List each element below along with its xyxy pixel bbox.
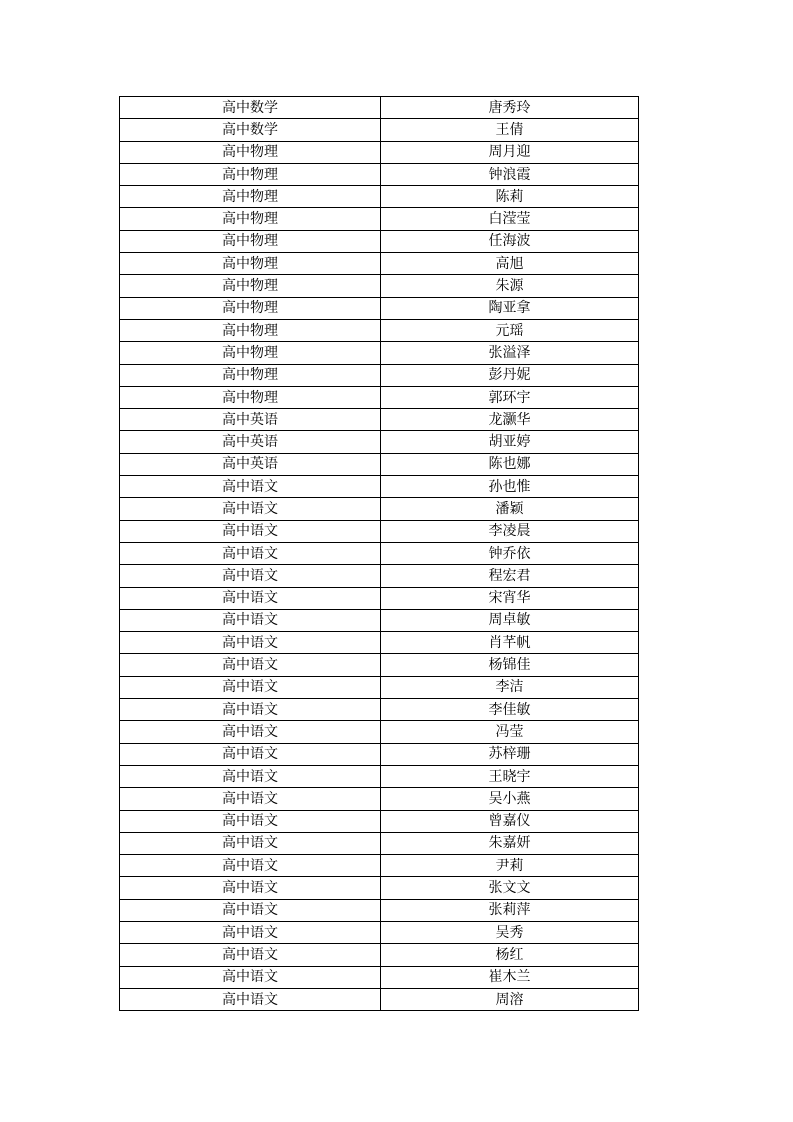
table-row <box>120 966 639 988</box>
subject-cell: 高中语文 <box>120 855 381 877</box>
teacher-name-cell: 元瑶 <box>381 319 639 341</box>
roster-table-body <box>120 97 639 1011</box>
subject-cell: 高中物理 <box>120 253 381 275</box>
teacher-name-cell: 宋宵华 <box>381 587 639 609</box>
table-row <box>120 587 639 609</box>
table-row <box>120 253 639 275</box>
teacher-name-cell: 周溶 <box>381 988 639 1010</box>
teacher-name-cell: 胡亚婷 <box>381 431 639 453</box>
teacher-name-cell: 龙灏华 <box>381 409 639 431</box>
table-row <box>120 386 639 408</box>
table-row <box>120 119 639 141</box>
subject-cell: 高中物理 <box>120 297 381 319</box>
subject-cell: 高中语文 <box>120 944 381 966</box>
subject-cell: 高中语文 <box>120 520 381 542</box>
table-row <box>120 163 639 185</box>
table-row <box>120 520 639 542</box>
subject-cell: 高中语文 <box>120 966 381 988</box>
subject-cell: 高中语文 <box>120 654 381 676</box>
subject-cell: 高中语文 <box>120 877 381 899</box>
teacher-name-cell: 崔木兰 <box>381 966 639 988</box>
teacher-name-cell: 程宏君 <box>381 565 639 587</box>
table-row <box>120 230 639 252</box>
subject-cell: 高中物理 <box>120 230 381 252</box>
subject-cell: 高中物理 <box>120 364 381 386</box>
teacher-name-cell: 王倩 <box>381 119 639 141</box>
subject-cell: 高中语文 <box>120 498 381 520</box>
table-row <box>120 297 639 319</box>
table-row <box>120 721 639 743</box>
subject-cell: 高中物理 <box>120 186 381 208</box>
teacher-name-cell: 杨红 <box>381 944 639 966</box>
teacher-name-cell: 尹莉 <box>381 855 639 877</box>
table-row <box>120 342 639 364</box>
teacher-name-cell: 吴小燕 <box>381 788 639 810</box>
table-row <box>120 921 639 943</box>
teacher-name-cell: 李佳敏 <box>381 699 639 721</box>
teacher-name-cell: 彭丹妮 <box>381 364 639 386</box>
roster-table <box>119 96 639 1011</box>
teacher-name-cell: 钟浪霞 <box>381 163 639 185</box>
teacher-name-cell: 郭环宇 <box>381 386 639 408</box>
table-row <box>120 542 639 564</box>
subject-cell: 高中英语 <box>120 453 381 475</box>
subject-cell: 高中语文 <box>120 542 381 564</box>
table-row <box>120 609 639 631</box>
table-row <box>120 632 639 654</box>
subject-cell: 高中物理 <box>120 386 381 408</box>
subject-cell: 高中物理 <box>120 163 381 185</box>
teacher-name-cell: 朱嘉妍 <box>381 832 639 854</box>
teacher-name-cell: 周卓敏 <box>381 609 639 631</box>
table-row <box>120 431 639 453</box>
teacher-name-cell: 任海波 <box>381 230 639 252</box>
table-row <box>120 409 639 431</box>
teacher-name-cell: 杨锦佳 <box>381 654 639 676</box>
subject-cell: 高中语文 <box>120 676 381 698</box>
table-row <box>120 676 639 698</box>
subject-cell: 高中物理 <box>120 342 381 364</box>
subject-cell: 高中语文 <box>120 743 381 765</box>
subject-cell: 高中语文 <box>120 832 381 854</box>
subject-cell: 高中语文 <box>120 632 381 654</box>
table-row <box>120 944 639 966</box>
teacher-name-cell: 冯莹 <box>381 721 639 743</box>
table-row <box>120 141 639 163</box>
table-row <box>120 565 639 587</box>
teacher-name-cell: 潘颖 <box>381 498 639 520</box>
table-row <box>120 476 639 498</box>
subject-cell: 高中语文 <box>120 609 381 631</box>
subject-cell: 高中物理 <box>120 208 381 230</box>
table-row <box>120 208 639 230</box>
table-row <box>120 654 639 676</box>
teacher-name-cell: 陈也娜 <box>381 453 639 475</box>
subject-cell: 高中语文 <box>120 988 381 1010</box>
teacher-name-cell: 肖芊帆 <box>381 632 639 654</box>
subject-cell: 高中语文 <box>120 810 381 832</box>
subject-cell: 高中语文 <box>120 788 381 810</box>
teacher-name-cell: 钟乔依 <box>381 542 639 564</box>
teacher-name-cell: 陈莉 <box>381 186 639 208</box>
teacher-name-cell: 李洁 <box>381 676 639 698</box>
table-row <box>120 743 639 765</box>
table-row <box>120 319 639 341</box>
table-row <box>120 810 639 832</box>
table-row <box>120 855 639 877</box>
table-row <box>120 364 639 386</box>
table-row <box>120 498 639 520</box>
subject-cell: 高中英语 <box>120 431 381 453</box>
teacher-name-cell: 白滢莹 <box>381 208 639 230</box>
teacher-name-cell: 张莉萍 <box>381 899 639 921</box>
teacher-name-cell: 张溢泽 <box>381 342 639 364</box>
table-row <box>120 899 639 921</box>
table-row <box>120 988 639 1010</box>
subject-cell: 高中数学 <box>120 119 381 141</box>
teacher-name-cell: 陶亚拿 <box>381 297 639 319</box>
subject-cell: 高中语文 <box>120 721 381 743</box>
subject-cell: 高中语文 <box>120 765 381 787</box>
subject-cell: 高中语文 <box>120 565 381 587</box>
table-row <box>120 877 639 899</box>
teacher-name-cell: 张文文 <box>381 877 639 899</box>
teacher-name-cell: 吴秀 <box>381 921 639 943</box>
subject-cell: 高中物理 <box>120 319 381 341</box>
subject-cell: 高中英语 <box>120 409 381 431</box>
teacher-name-cell: 朱源 <box>381 275 639 297</box>
subject-cell: 高中物理 <box>120 141 381 163</box>
teacher-name-cell: 李凌晨 <box>381 520 639 542</box>
table-row <box>120 97 639 119</box>
table-row <box>120 275 639 297</box>
table-row <box>120 788 639 810</box>
table-row <box>120 765 639 787</box>
teacher-name-cell: 孙也惟 <box>381 476 639 498</box>
subject-cell: 高中语文 <box>120 587 381 609</box>
table-row <box>120 699 639 721</box>
subject-cell: 高中物理 <box>120 275 381 297</box>
teacher-name-cell: 唐秀玲 <box>381 97 639 119</box>
subject-cell: 高中数学 <box>120 97 381 119</box>
subject-cell: 高中语文 <box>120 921 381 943</box>
teacher-name-cell: 曾嘉仪 <box>381 810 639 832</box>
teacher-name-cell: 周月迎 <box>381 141 639 163</box>
subject-cell: 高中语文 <box>120 899 381 921</box>
subject-cell: 高中语文 <box>120 699 381 721</box>
table-row <box>120 186 639 208</box>
teacher-name-cell: 苏梓珊 <box>381 743 639 765</box>
table-row <box>120 453 639 475</box>
table-row <box>120 832 639 854</box>
teacher-name-cell: 王晓宇 <box>381 765 639 787</box>
teacher-name-cell: 高旭 <box>381 253 639 275</box>
subject-cell: 高中语文 <box>120 476 381 498</box>
